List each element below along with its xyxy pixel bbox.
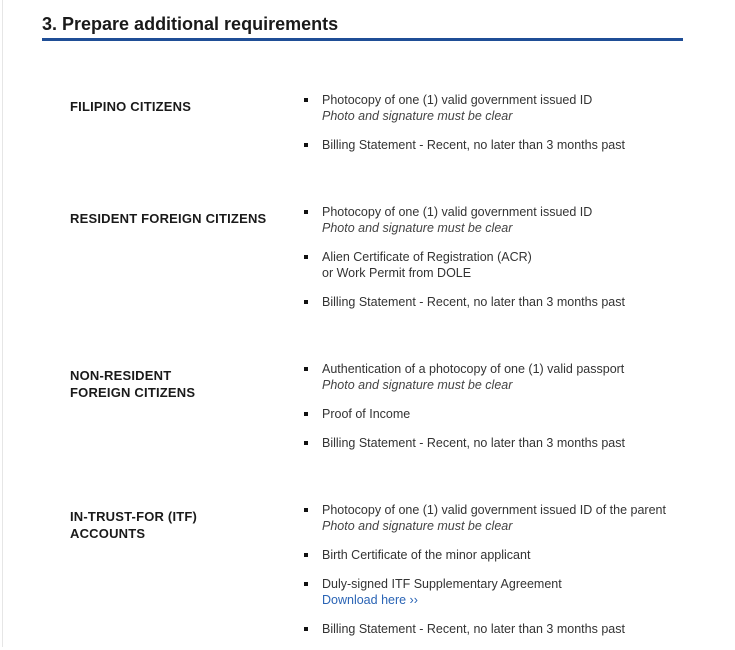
section-label: IN-TRUST-FOR (ITF) ACCOUNTS — [70, 509, 198, 541]
bullet-icon — [304, 300, 308, 304]
bullet-icon — [304, 143, 308, 147]
list-item: Duly-signed ITF Supplementary Agreement Download here ›› — [304, 576, 724, 608]
bullet-icon — [304, 255, 308, 259]
bullet-icon — [304, 367, 308, 371]
download-link[interactable]: Download here ›› — [322, 593, 418, 607]
section-label: NON-RESIDENT FOREIGN CITIZENS — [70, 368, 196, 400]
section-label: FILIPINO CITIZENS — [70, 99, 192, 114]
list-item: Birth Certificate of the minor applicant — [304, 547, 724, 563]
list-item: Photocopy of one (1) valid government issued ID Photo and signature must be clear — [304, 92, 724, 124]
list-item: Billing Statement - Recent, no later than 3 months past — [304, 621, 724, 637]
bullet-icon — [304, 508, 308, 512]
bullet-icon — [304, 412, 308, 416]
requirements-list — [304, 92, 724, 166]
list-item: Alien Certificate of Registration (ACR) or Work Permit from DOLE — [304, 249, 724, 281]
bullet-icon — [304, 627, 308, 631]
bullet-icon — [304, 553, 308, 557]
bullet-icon — [304, 582, 308, 586]
list-item: Photocopy of one (1) valid government issued ID of the parent Photo and signature must be clear — [304, 502, 724, 534]
bullet-icon — [304, 441, 308, 445]
list-item: Authentication of a photocopy of one (1) valid passport Photo and signature must be clear — [304, 361, 724, 393]
bullet-icon — [304, 98, 308, 102]
section-label: RESIDENT FOREIGN CITIZENS — [70, 211, 267, 226]
list-item: Photocopy of one (1) valid government issued ID Photo and signature must be clear — [304, 204, 724, 236]
requirements-list — [304, 204, 724, 323]
list-item: Billing Statement - Recent, no later than 3 months past — [304, 435, 724, 451]
requirements-list — [304, 502, 724, 650]
page-title: 3. Prepare additional requirements — [42, 14, 339, 34]
section-header — [42, 12, 683, 41]
list-item: Proof of Income — [304, 406, 724, 422]
list-item: Billing Statement - Recent, no later than 3 months past — [304, 137, 724, 153]
requirements-list — [304, 361, 724, 464]
list-item: Billing Statement - Recent, no later than 3 months past — [304, 294, 724, 310]
bullet-icon — [304, 210, 308, 214]
left-border — [2, 0, 3, 647]
